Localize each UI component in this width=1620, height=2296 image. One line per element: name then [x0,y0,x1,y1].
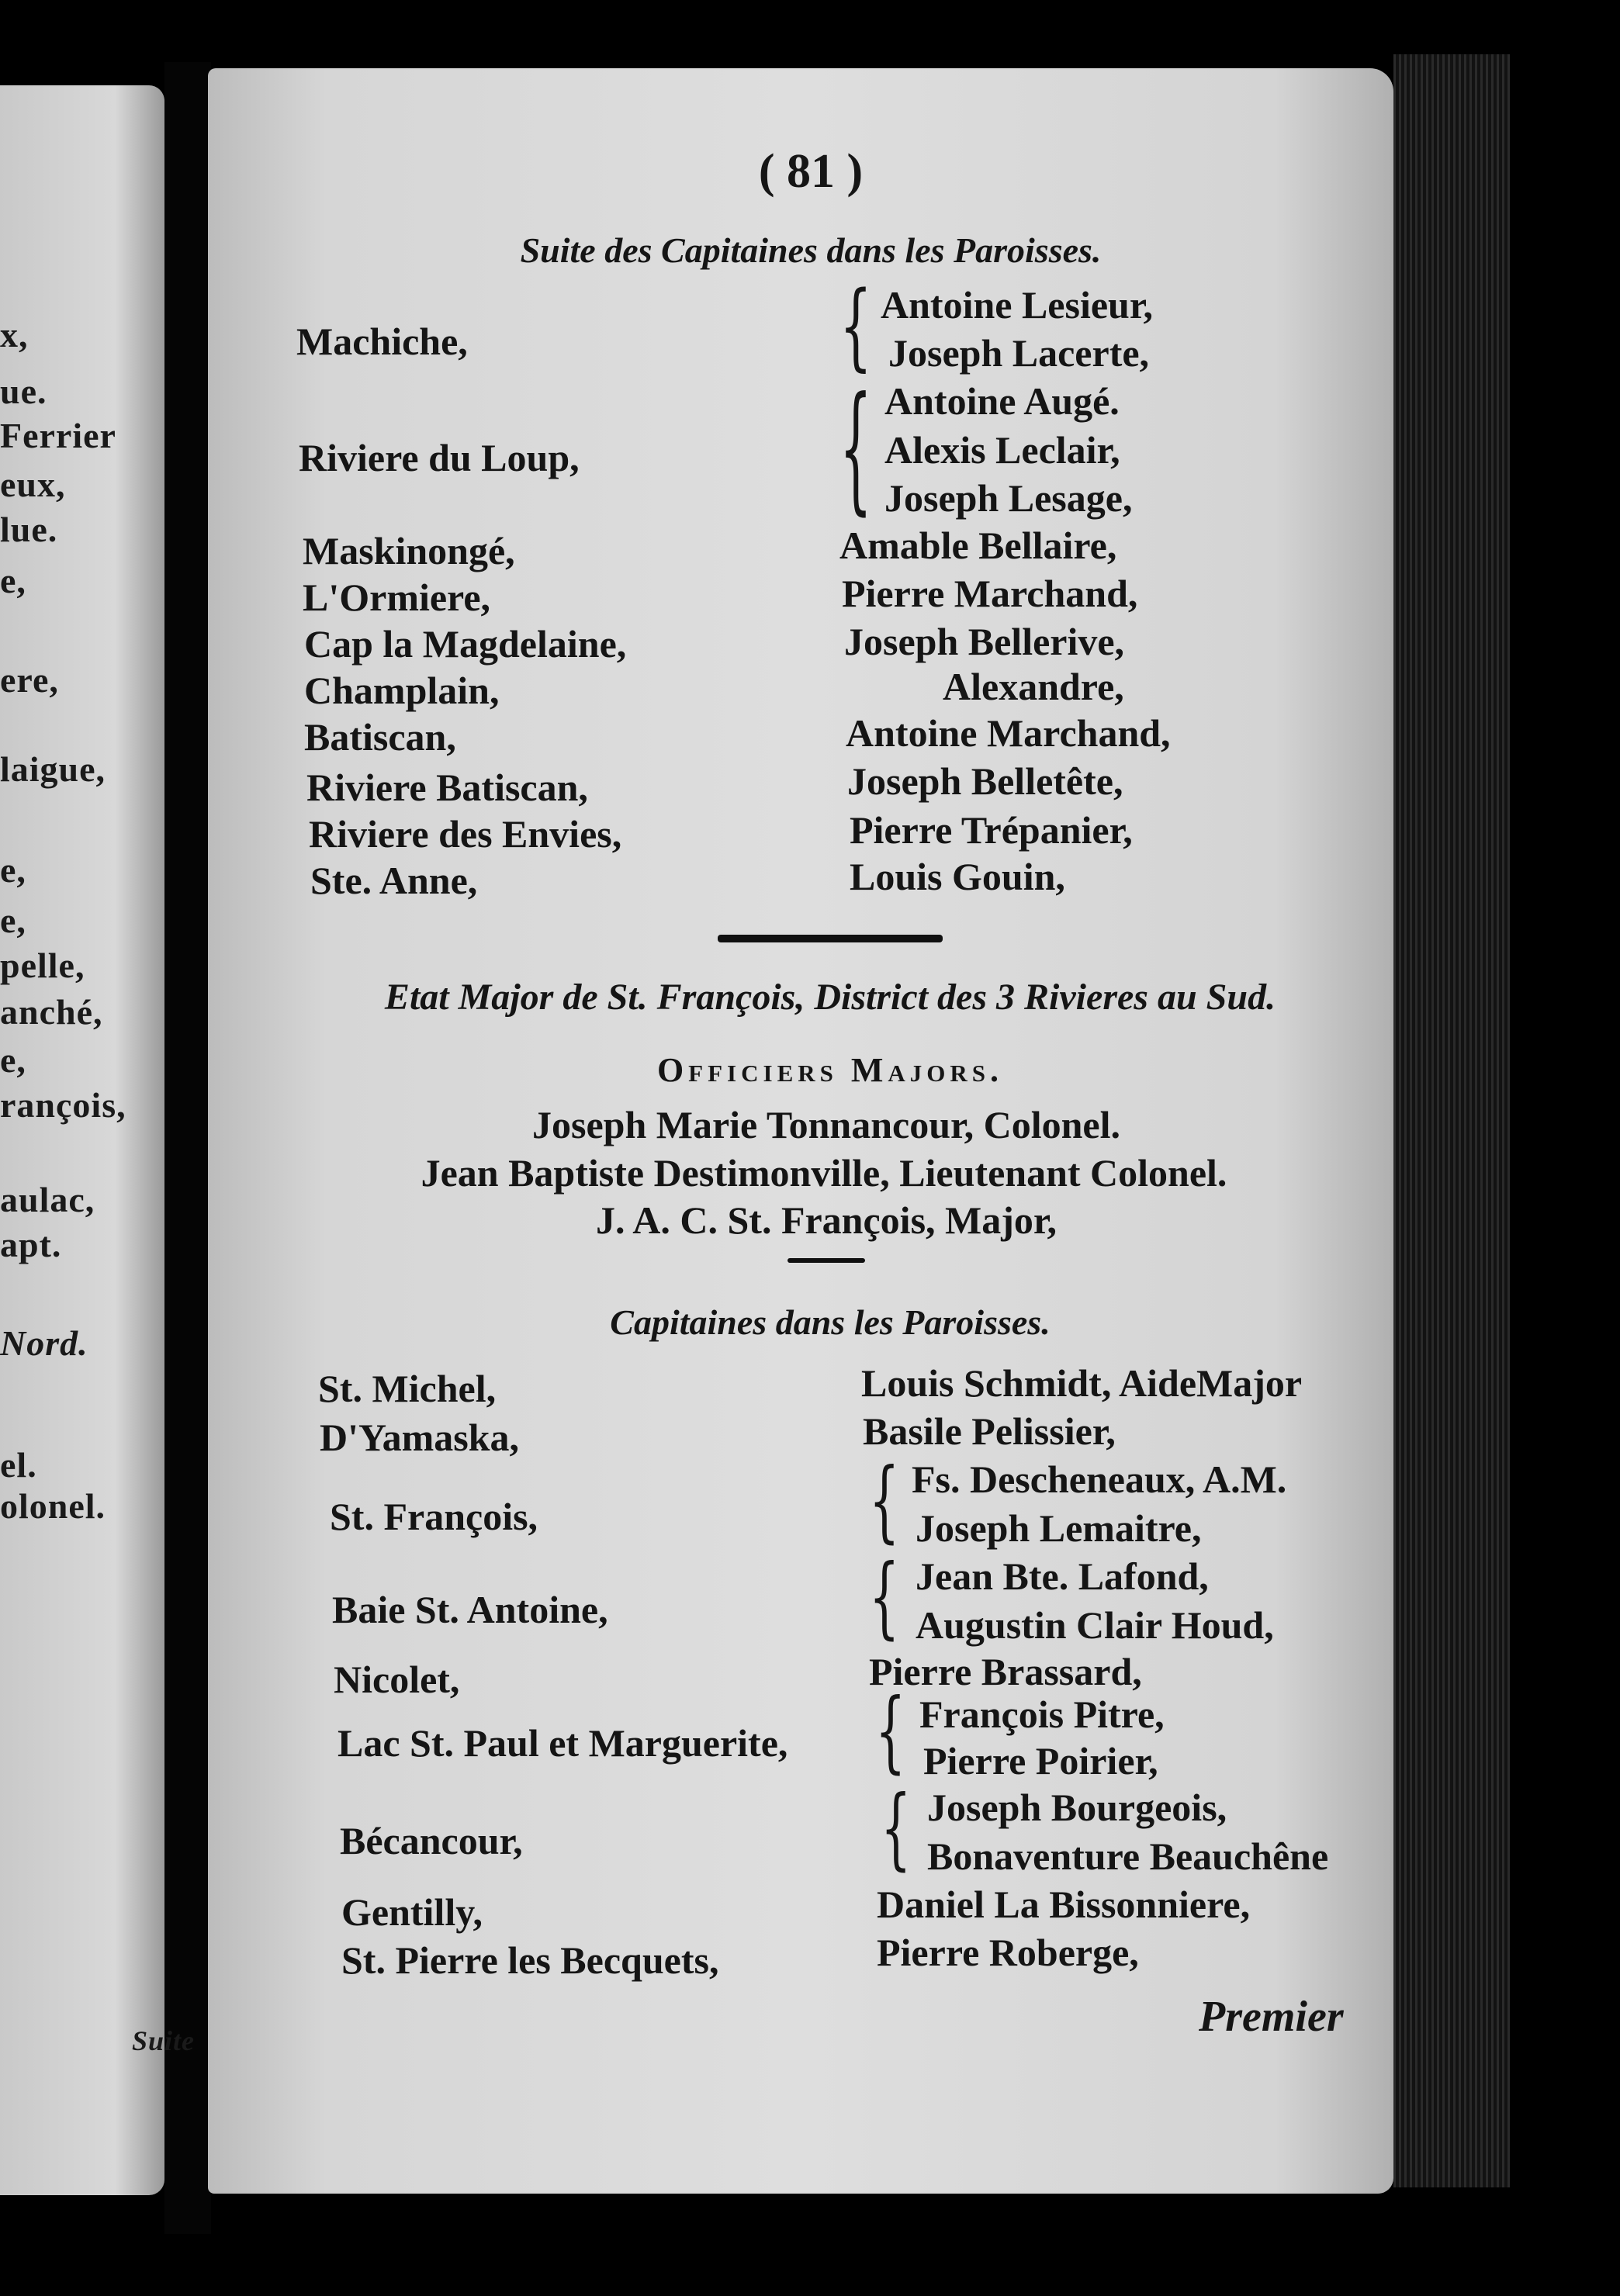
parish-name: Ste. Anne, [310,859,478,902]
left-fragment: e, [0,901,26,940]
left-fragment: laigue, [0,749,106,789]
left-fragment: x, [0,315,29,354]
captain-name: Bonaventure Beauchêne [927,1834,1329,1878]
captain-name: François Pitre, [919,1693,1165,1736]
captain-name: Pierre Poirier, [923,1739,1158,1783]
parish-name: L'Ormiere, [303,576,491,619]
parish-name: Maskinongé, [303,529,515,572]
left-fragment: ue. [0,372,47,411]
captain-name: Louis Schmidt, AideMajor [861,1361,1303,1405]
left-fragment: lue. [0,510,58,549]
left-fragment: e, [0,1040,26,1080]
brace-icon: { [839,270,872,382]
officer-line: Jean Baptiste Destimonville, Lieutenant Colonel. [421,1151,1227,1195]
left-fragment: rançois, [0,1085,126,1125]
parish-name: Cap la Magdelaine, [304,622,627,666]
left-fragment: olonel. [0,1486,106,1526]
captain-name: Alexis Leclair, [884,428,1120,472]
left-fragment: el. [0,1445,37,1485]
page-edges [1393,54,1510,2187]
captain-name: Joseph Lacerte, [888,331,1150,375]
left-fragment: ere, [0,660,59,700]
captain-name: Antoine Augé. [884,379,1120,423]
parish-name: Riviere du Loup, [299,436,580,479]
left-fragment: eux, [0,465,66,504]
etat-major-title: Etat Major de St. François, District des 3 Rivieres au Sud. [384,977,1276,1018]
captain-name: Basile Pelissier, [863,1409,1116,1453]
catchword: Premier [1199,1993,1344,2041]
parish-name: Baie St. Antoine, [332,1588,608,1631]
parish-name: Batiscan, [304,715,456,759]
left-fragment: Ferrier [0,416,116,455]
page-number: ( 81 ) [758,145,864,198]
book-gutter [164,62,211,2234]
captain-name: Fs. Descheneaux, A.M. [912,1457,1287,1501]
left-fragment: pelle, [0,946,85,985]
left-fragment: apt. [0,1225,62,1264]
officiers-majors-heading: Officiers Majors. [656,1051,1004,1089]
captain-name: Joseph Lesage, [884,476,1133,520]
captain-name: Antoine Marchand, [846,711,1171,755]
captain-name: Joseph Bellerive, [844,620,1125,663]
brace-icon: { [839,367,872,529]
left-fragment: aulac, [0,1180,95,1219]
brace-icon: { [869,1544,900,1649]
officer-line: J. A. C. St. François, Major, [596,1198,1057,1242]
captain-name: Pierre Brassard, [869,1650,1142,1693]
captain-name: Pierre Trépanier, [850,808,1133,852]
captain-name: Joseph Belletête, [847,759,1123,803]
parish-name: Machiche, [296,320,468,363]
section-heading: Capitaines dans les Paroisses. [610,1302,1051,1342]
left-fragment: Suite [132,2025,196,2056]
captain-name: Alexandre, [943,665,1124,708]
captain-name: Daniel La Bissonniere, [877,1883,1251,1926]
brace-icon: { [869,1447,900,1553]
captain-name: Antoine Lesieur, [881,283,1153,327]
parish-name: D'Yamaska, [320,1416,519,1459]
parish-name: Bécancour, [340,1819,523,1862]
parish-name: Lac St. Paul et Marguerite, [338,1721,788,1765]
parish-name: St. Pierre les Becquets, [341,1938,719,1982]
officer-line: Joseph Marie Tonnancour, Colonel. [531,1103,1121,1146]
parish-name: Gentilly, [341,1890,483,1934]
section-divider [718,935,943,942]
left-fragment: Nord. [0,1323,88,1363]
parish-name: Champlain, [304,669,500,712]
captain-name: Joseph Bourgeois, [927,1786,1227,1829]
captain-name: Augustin Clair Houd, [916,1603,1274,1647]
brace-icon: { [881,1775,912,1880]
captain-name: Pierre Marchand, [842,572,1138,615]
parish-name: Riviere des Envies, [309,812,622,856]
brace-icon: { [875,1678,906,1783]
captain-name: Louis Gouin, [850,855,1065,898]
captain-name: Pierre Roberge, [877,1931,1139,1974]
section-heading: Suite des Capitaines dans les Paroisses. [520,230,1102,270]
captain-name: Joseph Lemaitre, [916,1506,1202,1550]
short-divider [788,1258,865,1263]
left-fragment: anché, [0,992,103,1032]
parish-name: Riviere Batiscan, [306,766,588,809]
parish-name: St. François, [330,1495,538,1538]
left-fragment: e, [0,561,26,600]
parish-name: Nicolet, [334,1658,460,1701]
left-fragment: e, [0,850,26,890]
captain-name: Amable Bellaire, [839,524,1117,567]
captain-name: Jean Bte. Lafond, [916,1554,1209,1598]
parish-name: St. Michel, [318,1367,497,1410]
